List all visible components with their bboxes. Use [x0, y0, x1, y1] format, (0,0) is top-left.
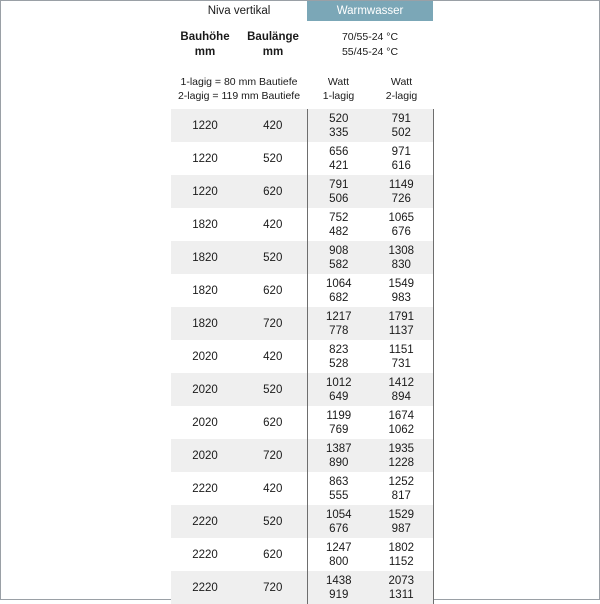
cell-length: 620 [263, 548, 283, 561]
cell-watt-1-low: 528 [329, 357, 349, 370]
cell-height: 1220 [171, 175, 239, 208]
cell-length: 520 [239, 241, 307, 274]
cell-watt-2-high: 1674 [388, 409, 415, 422]
table-row [171, 307, 433, 340]
cell-watt-1-high: 1064 [325, 277, 352, 290]
col-header-height-label: Bauhöhe [180, 31, 230, 43]
cell-watt-1-high: 1438 [325, 574, 352, 587]
cell-watt-1-low: 890 [329, 456, 349, 469]
units-row [171, 21, 433, 69]
cell-height: 1820 [171, 241, 239, 274]
cell-height: 1820 [192, 284, 218, 297]
table-row [171, 439, 433, 472]
cell-height: 2220 [171, 571, 239, 604]
cell-watt-1 [307, 340, 370, 373]
cell-length: 420 [263, 350, 283, 363]
cell-watt-1 [307, 142, 370, 175]
col-header-length-unit: mm [262, 46, 284, 58]
cell-watt-1-high: 1054 [325, 508, 352, 521]
temperature-line-2: 55/45-24 °C [341, 46, 399, 58]
cell-height: 1820 [171, 307, 239, 340]
cell-length: 720 [239, 307, 307, 340]
cell-length: 720 [239, 571, 307, 604]
cell-watt-1-low: 682 [329, 291, 349, 304]
table-row [171, 175, 433, 208]
cell-watt-1 [307, 307, 370, 340]
table-row [171, 340, 433, 373]
cell-watt-1-high: 520 [329, 112, 349, 125]
cell-length: 520 [239, 373, 307, 406]
cell-watt-2-high: 1151 [388, 343, 414, 356]
col-header-watt-2-layer: 2-lagig [385, 90, 418, 102]
cell-length: 620 [263, 284, 283, 297]
cell-height: 2020 [171, 373, 239, 406]
cell-watt-1-low: 778 [329, 324, 349, 337]
table-row [171, 406, 433, 439]
cell-watt-1-high: 908 [329, 244, 349, 257]
cell-watt-2-high: 1252 [388, 475, 415, 488]
cell-height: 2020 [171, 439, 239, 472]
table-row [171, 274, 433, 307]
cell-watt-1-low: 769 [329, 423, 349, 436]
cell-height: 2220 [171, 505, 239, 538]
cell-height: 2220 [192, 482, 218, 495]
col-header-watt-1-layer: 1-lagig [322, 90, 355, 102]
cell-height: 1220 [171, 109, 239, 142]
cell-watt-2-low: 731 [391, 357, 411, 370]
cell-watt-2 [370, 538, 433, 571]
col-header-length [239, 21, 307, 69]
table-row [171, 373, 433, 406]
cell-watt-1 [307, 439, 370, 472]
cell-watt-1-high: 823 [329, 343, 349, 356]
series-title: Niva vertikal [207, 5, 271, 17]
cell-watt-1 [307, 406, 370, 439]
cell-watt-2-high: 1802 [388, 541, 415, 554]
cell-watt-2-low: 1228 [388, 456, 415, 469]
cell-watt-2 [370, 142, 433, 175]
cell-watt-1-low: 919 [329, 588, 349, 601]
cell-watt-2-low: 616 [391, 159, 411, 172]
cell-watt-2 [370, 571, 433, 604]
cell-watt-1-low: 506 [329, 192, 349, 205]
col-header-length-label: Baulänge [247, 31, 299, 43]
cell-watt-2-high: 1308 [388, 244, 415, 257]
cell-watt-1 [307, 109, 370, 142]
cell-watt-1 [307, 241, 370, 274]
cell-watt-1 [307, 571, 370, 604]
heat-output-table [171, 1, 434, 604]
cell-length: 420 [239, 109, 307, 142]
cell-watt-1-low: 649 [329, 390, 349, 403]
cell-watt-2-low: 1137 [388, 324, 414, 337]
cell-length: 720 [239, 439, 307, 472]
cell-watt-1 [307, 274, 370, 307]
cell-watt-2-low: 676 [391, 225, 411, 238]
cell-length: 420 [263, 218, 283, 231]
cell-watt-1-high: 1012 [325, 376, 352, 389]
cell-watt-1-low: 582 [329, 258, 349, 271]
table-row [171, 472, 433, 505]
cell-watt-2-high: 1149 [388, 178, 414, 191]
depth-note-line-1: 1-lagig = 80 mm Bautiefe [180, 76, 298, 88]
cell-watt-2-low: 502 [391, 126, 411, 139]
cell-watt-2-high: 971 [391, 145, 411, 158]
cell-watt-1 [307, 373, 370, 406]
cell-watt-2 [370, 505, 433, 538]
cell-length: 520 [263, 152, 283, 165]
cell-watt-1-low: 482 [329, 225, 349, 238]
cell-watt-1-low: 421 [329, 159, 349, 172]
cell-watt-2 [370, 340, 433, 373]
table-row [171, 538, 433, 571]
table-row [171, 505, 433, 538]
cell-watt-1-high: 656 [329, 145, 349, 158]
cell-height: 2220 [192, 548, 218, 561]
cell-watt-2-low: 830 [391, 258, 411, 271]
cell-watt-1-high: 752 [329, 211, 349, 224]
cell-watt-2-high: 1412 [388, 376, 415, 389]
depth-note-line-2: 2-lagig = 119 mm Bautiefe [177, 90, 301, 102]
cell-height: 2020 [192, 416, 218, 429]
cell-watt-2-high: 2073 [388, 574, 415, 587]
table-row [171, 571, 433, 604]
cell-watt-2-high: 1529 [388, 508, 415, 521]
depth-note [171, 69, 307, 109]
cell-height: 1220 [192, 152, 218, 165]
col-header-height-unit: mm [194, 46, 216, 58]
cell-watt-1-low: 555 [329, 489, 349, 502]
cell-watt-2 [370, 439, 433, 472]
medium-title: Warmwasser [307, 1, 433, 21]
cell-watt-2-high: 791 [391, 112, 411, 125]
cell-watt-2-low: 894 [391, 390, 411, 403]
cell-watt-1-high: 1387 [325, 442, 352, 455]
cell-watt-2 [370, 373, 433, 406]
cell-watt-2 [370, 307, 433, 340]
cell-length: 520 [239, 505, 307, 538]
cell-watt-1-low: 676 [329, 522, 349, 535]
cell-watt-2-low: 1311 [388, 588, 414, 601]
cell-length: 620 [263, 416, 283, 429]
cell-watt-2 [370, 175, 433, 208]
cell-watt-2-low: 983 [391, 291, 411, 304]
cell-watt-1-low: 800 [329, 555, 349, 568]
cell-watt-1 [307, 208, 370, 241]
table-row [171, 241, 433, 274]
cell-watt-2-high: 1549 [388, 277, 415, 290]
temperature-spec [307, 21, 433, 69]
cell-watt-1 [307, 538, 370, 571]
cell-watt-2 [370, 241, 433, 274]
cell-watt-1-high: 1217 [325, 310, 352, 323]
cell-watt-2-high: 1065 [388, 211, 415, 224]
cell-watt-2 [370, 274, 433, 307]
col-header-watt-1 [307, 69, 370, 109]
cell-watt-1-high: 791 [329, 178, 349, 191]
cell-length: 620 [239, 175, 307, 208]
cell-watt-1 [307, 175, 370, 208]
cell-watt-1-high: 863 [329, 475, 349, 488]
cell-watt-1-high: 1199 [326, 409, 352, 422]
cell-watt-1-high: 1247 [325, 541, 352, 554]
cell-height: 2020 [192, 350, 218, 363]
cell-watt-2-low: 726 [391, 192, 411, 205]
cell-watt-1-low: 335 [329, 126, 349, 139]
col-header-height [171, 21, 239, 69]
cell-watt-2-low: 1152 [388, 555, 414, 568]
col-header-watt-2-unit: Watt [390, 76, 413, 88]
cell-watt-2-low: 817 [391, 489, 411, 502]
cell-height: 1820 [192, 218, 218, 231]
table-header-band [171, 1, 433, 21]
cell-watt-1 [307, 505, 370, 538]
cell-length: 420 [263, 482, 283, 495]
col-header-watt-1-unit: Watt [327, 76, 350, 88]
cell-watt-2 [370, 472, 433, 505]
table-row [171, 208, 433, 241]
cell-watt-2-low: 987 [391, 522, 411, 535]
cell-watt-2-high: 1791 [388, 310, 415, 323]
depth-and-watt-header-row [171, 69, 433, 109]
temperature-line-1: 70/55-24 °C [341, 31, 399, 43]
cell-watt-2-high: 1935 [388, 442, 415, 455]
cell-watt-2 [370, 109, 433, 142]
cell-watt-2 [370, 208, 433, 241]
cell-watt-2-low: 1062 [388, 423, 415, 436]
table-row [171, 109, 433, 142]
table-row [171, 142, 433, 175]
col-header-watt-2 [370, 69, 433, 109]
cell-watt-2 [370, 406, 433, 439]
cell-watt-1 [307, 472, 370, 505]
